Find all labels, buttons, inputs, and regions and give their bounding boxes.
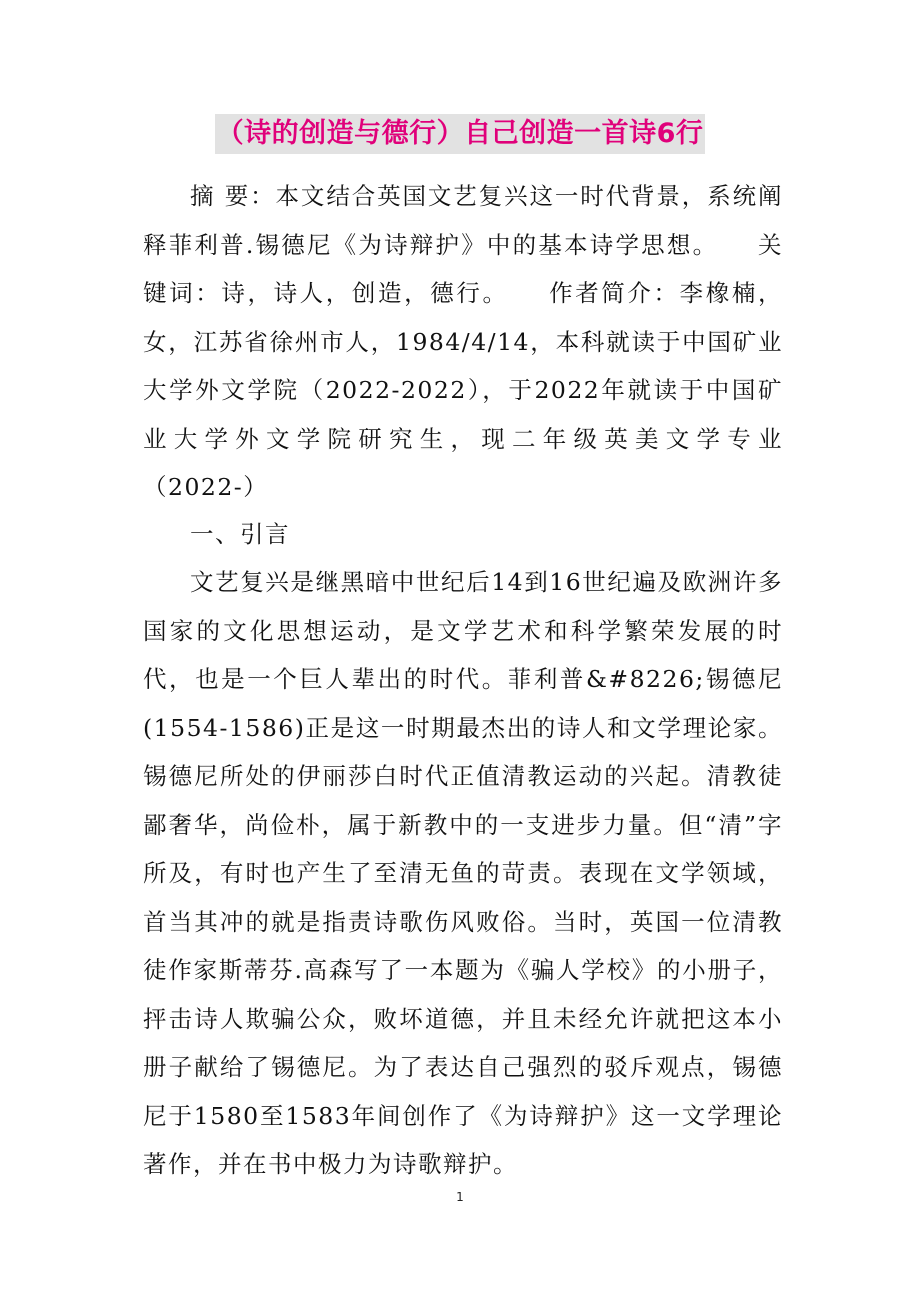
title-container [0, 114, 920, 154]
intro-paragraph: 文艺复兴是继黑暗中世纪后14到16世纪遍及欧洲许多国家的文化思想运动，是文学艺术和科学繁荣发展的时代，也是一个巨人辈出的时代。菲利普&#8226;锡德尼(1554-1586)正是这一时期最杰出的诗人和文学理论家。锡德尼所处的伊丽莎白时代正值清教运动的兴起。清教徒鄙奢华，尚俭朴，属于新教中的一支进步力量。但“清”字所及，有时也产生了至清无鱼的苛责。表现在文学领域，首当其冲的就是指责诗歌伤风败俗。当时，英国一位清教徒作家斯蒂芬.高森写了一本题为《骗人学校》的小册子，抨击诗人欺骗公众，败坏道德，并且未经允许就把这本小册子献给了锡德尼。为了表达自己强烈的驳斥观点，锡德尼于1580至1583年间创作了《为诗辩护》这一文学理论著作，并在书中极力为诗歌辩护。 [143, 568, 783, 1178]
document-title: （诗的创造与德行）自己创造一首诗6行 [215, 114, 706, 154]
page-number: 1 [456, 1190, 464, 1204]
abstract-paragraph: 摘 要：本文结合英国文艺复兴这一时代背景，系统阐释菲利普.锡德尼《为诗辩护》中的基本诗学思想。 关键词：诗，诗人，创造，德行。 作者简介：李橡楠，女，江苏省徐州市人，1984/4/14，本科就读于中国矿业大学外文学院（2022-2022），于2022年就读于中国矿业大学外文学院研究生，现二年级英美文学专业 （2022-） [143, 182, 783, 501]
section-heading: 一、引言 [190, 520, 290, 548]
